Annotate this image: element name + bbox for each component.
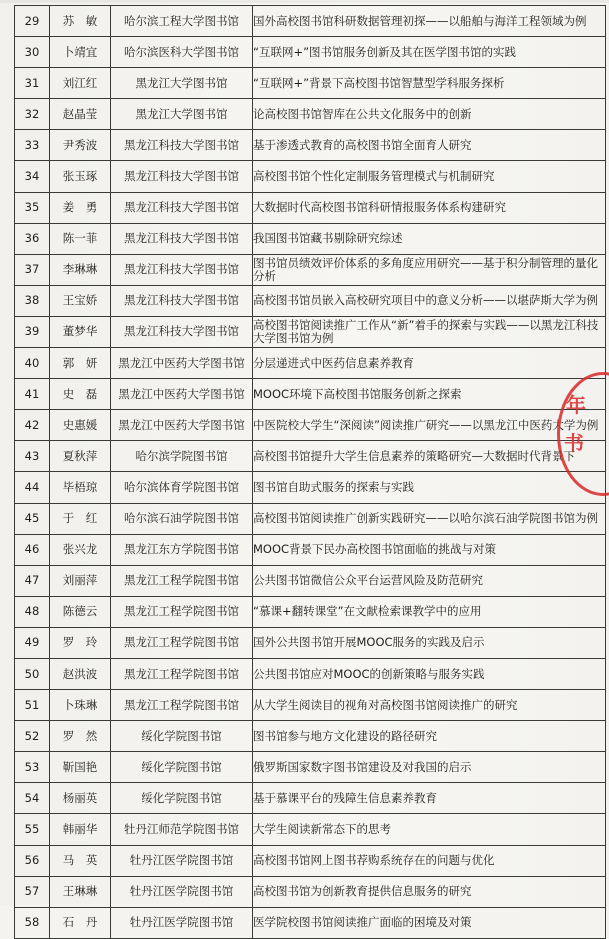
table-row <box>15 254 606 285</box>
library-name: 牡丹江师范学院图书馆 <box>111 814 253 845</box>
author-name: 董梦华 <box>50 316 111 347</box>
library-name: 黑龙江东方学院图书馆 <box>111 534 253 565</box>
row-number: 46 <box>15 534 50 565</box>
paper-title: 公共图书馆应对MOOC的创新策略与服务实践 <box>253 658 606 689</box>
author-name: 尹秀波 <box>50 130 111 161</box>
seal-char-2: 书 <box>564 431 584 455</box>
paper-title: 图书馆参与地方文化建设的路径研究 <box>253 721 606 752</box>
library-name: 黑龙江大学图书馆 <box>111 99 253 130</box>
table-row <box>15 472 606 503</box>
paper-title: 医学院校图书馆阅读推广面临的困境及对策 <box>253 907 606 938</box>
library-name: 黑龙江科技大学图书馆 <box>111 130 253 161</box>
seal-char-1: 年 <box>566 393 586 417</box>
library-name: 黑龙江科技大学图书馆 <box>111 254 253 285</box>
author-name: 马 英 <box>50 845 111 876</box>
paper-title: 公共图书馆微信公众平台运营风险及防范研究 <box>253 565 606 596</box>
paper-title: 基于慕课平台的残障生信息素养教育 <box>253 783 606 814</box>
row-number: 29 <box>15 6 50 37</box>
author-name: 郭 妍 <box>50 348 111 379</box>
paper-title: 高校图书馆个性化定制服务管理模式与机制研究 <box>253 161 606 192</box>
author-name: 韩丽华 <box>50 814 111 845</box>
author-name: 陈德云 <box>50 596 111 627</box>
award-list-table <box>14 5 606 939</box>
library-name: 黑龙江科技大学图书馆 <box>111 316 253 347</box>
library-name: 黑龙江工程学院图书馆 <box>111 565 253 596</box>
table-row <box>15 37 606 68</box>
row-number: 32 <box>15 99 50 130</box>
paper-title: 国外高校图书馆科研数据管理初探——以船舶与海洋工程领域为例 <box>253 6 606 37</box>
library-name: 牡丹江医学院图书馆 <box>111 907 253 938</box>
paper-title: 基于渗透式教育的高校图书馆全面育人研究 <box>253 130 606 161</box>
author-name: 张玉琢 <box>50 161 111 192</box>
author-name: 王宝娇 <box>50 285 111 316</box>
table-row <box>15 285 606 316</box>
paper-title: MOOC环境下高校图书馆服务创新之探索 <box>253 379 606 410</box>
author-name: 姜 勇 <box>50 192 111 223</box>
author-name: 刘江红 <box>50 68 111 99</box>
paper-title: 大数据时代高校图书馆科研情报服务体系构建研究 <box>253 192 606 223</box>
paper-title: 高校图书馆员嵌入高校研究项目中的意义分析——以堪萨斯大学为例 <box>253 285 606 316</box>
paper-title: 我国图书馆藏书剔除研究综述 <box>253 223 606 254</box>
table-row <box>15 410 606 441</box>
paper-title: 大学生阅读新常态下的思考 <box>253 814 606 845</box>
table-row <box>15 907 606 938</box>
row-number: 54 <box>15 783 50 814</box>
library-name: 黑龙江大学图书馆 <box>111 68 253 99</box>
paper-title: 图书馆员绩效评价体系的多角度应用研究——基于积分制管理的量化分析 <box>253 254 606 285</box>
paper-title: MOOC背景下民办高校图书馆面临的挑战与对策 <box>253 534 606 565</box>
author-name: 张兴龙 <box>50 534 111 565</box>
table-row <box>15 348 606 379</box>
library-name: 哈尔滨学院图书馆 <box>111 441 253 472</box>
library-name: 哈尔滨医科大学图书馆 <box>111 37 253 68</box>
library-name: 黑龙江中医药大学图书馆 <box>111 410 253 441</box>
table-row <box>15 223 606 254</box>
author-name: 毕梧琼 <box>50 472 111 503</box>
library-name: 黑龙江科技大学图书馆 <box>111 285 253 316</box>
row-number: 47 <box>15 565 50 596</box>
paper-title: 从大学生阅读目的视角对高校图书馆阅读推广的研究 <box>253 690 606 721</box>
table-row <box>15 192 606 223</box>
row-number: 56 <box>15 845 50 876</box>
table-row <box>15 845 606 876</box>
library-name: 牡丹江医学院图书馆 <box>111 845 253 876</box>
row-number: 55 <box>15 814 50 845</box>
paper-title: 中医院校大学生“深阅读”阅读推广研究——以黑龙江中医药大学为例 <box>253 410 606 441</box>
paper-title: “互联网+”背景下高校图书馆智慧型学科服务探析 <box>253 68 606 99</box>
author-name: 史 磊 <box>50 379 111 410</box>
table-row <box>15 876 606 907</box>
author-name: 史惠媛 <box>50 410 111 441</box>
author-name: 李琳琳 <box>50 254 111 285</box>
table-row <box>15 503 606 534</box>
table-row <box>15 534 606 565</box>
library-name: 黑龙江科技大学图书馆 <box>111 192 253 223</box>
paper-title: 高校图书馆为创新教育提供信息服务的研究 <box>253 876 606 907</box>
author-name: 赵晶莹 <box>50 99 111 130</box>
table-row <box>15 627 606 658</box>
author-name: 靳国艳 <box>50 752 111 783</box>
table-row <box>15 99 606 130</box>
library-name: 黑龙江科技大学图书馆 <box>111 161 253 192</box>
row-number: 53 <box>15 752 50 783</box>
author-name: 王琳琳 <box>50 876 111 907</box>
table-row <box>15 565 606 596</box>
row-number: 41 <box>15 379 50 410</box>
author-name: 刘丽萍 <box>50 565 111 596</box>
author-name: 罗 然 <box>50 721 111 752</box>
author-name: 夏秋萍 <box>50 441 111 472</box>
row-number: 34 <box>15 161 50 192</box>
library-name: 黑龙江工程学院图书馆 <box>111 596 253 627</box>
paper-title: 论高校图书馆智库在公共文化服务中的创新 <box>253 99 606 130</box>
paper-title: “互联网+”图书馆服务创新及其在医学图书馆的实践 <box>253 37 606 68</box>
table-row <box>15 658 606 689</box>
library-name: 黑龙江中医药大学图书馆 <box>111 348 253 379</box>
row-number: 52 <box>15 721 50 752</box>
row-number: 40 <box>15 348 50 379</box>
paper-title: 高校图书馆阅读推广创新实践研究——以哈尔滨石油学院图书馆为例 <box>253 503 606 534</box>
library-name: 黑龙江中医药大学图书馆 <box>111 379 253 410</box>
paper-title: 高校图书馆提升大学生信息素养的策略研究—大数据时代背景下 <box>253 441 606 472</box>
library-name: 牡丹江医学院图书馆 <box>111 876 253 907</box>
library-name: 黑龙江工程学院图书馆 <box>111 658 253 689</box>
row-number: 51 <box>15 690 50 721</box>
paper-title: “慕课+翻转课堂”在文献检索课教学中的应用 <box>253 596 606 627</box>
table-row <box>15 752 606 783</box>
table-row <box>15 161 606 192</box>
table-row <box>15 814 606 845</box>
table-row <box>15 68 606 99</box>
row-number: 44 <box>15 472 50 503</box>
table-row <box>15 721 606 752</box>
author-name: 卜靖宜 <box>50 37 111 68</box>
row-number: 33 <box>15 130 50 161</box>
library-name: 黑龙江工程学院图书馆 <box>111 690 253 721</box>
paper-title: 俄罗斯国家数字图书馆建设及对我国的启示 <box>253 752 606 783</box>
row-number: 38 <box>15 285 50 316</box>
table-row <box>15 441 606 472</box>
table-body <box>15 6 606 939</box>
library-name: 黑龙江科技大学图书馆 <box>111 223 253 254</box>
page-edge-shadow <box>0 0 609 3</box>
row-number: 35 <box>15 192 50 223</box>
row-number: 39 <box>15 316 50 347</box>
table-row <box>15 130 606 161</box>
row-number: 58 <box>15 907 50 938</box>
row-number: 36 <box>15 223 50 254</box>
library-name: 哈尔滨石油学院图书馆 <box>111 503 253 534</box>
table-row <box>15 6 606 37</box>
paper-title: 分层递进式中医药信息素养教育 <box>253 348 606 379</box>
author-name: 杨丽英 <box>50 783 111 814</box>
library-name: 哈尔滨工程大学图书馆 <box>111 6 253 37</box>
row-number: 37 <box>15 254 50 285</box>
library-name: 绥化学院图书馆 <box>111 721 253 752</box>
row-number: 43 <box>15 441 50 472</box>
paper-title: 高校图书馆网上图书荐购系统存在的问题与优化 <box>253 845 606 876</box>
author-name: 于 红 <box>50 503 111 534</box>
table-row <box>15 690 606 721</box>
author-name: 赵洪波 <box>50 658 111 689</box>
row-number: 48 <box>15 596 50 627</box>
table-row <box>15 783 606 814</box>
library-name: 黑龙江工程学院图书馆 <box>111 627 253 658</box>
table-row <box>15 316 606 347</box>
row-number: 42 <box>15 410 50 441</box>
table-row <box>15 379 606 410</box>
library-name: 哈尔滨体育学院图书馆 <box>111 472 253 503</box>
paper-title: 图书馆自助式服务的探索与实践 <box>253 472 606 503</box>
row-number: 45 <box>15 503 50 534</box>
author-name: 罗 玲 <box>50 627 111 658</box>
row-number: 30 <box>15 37 50 68</box>
author-name: 卜珠琳 <box>50 690 111 721</box>
row-number: 50 <box>15 658 50 689</box>
paper-title: 高校图书馆阅读推广工作从“新”着手的探索与实践——以黑龙江科技大学图书馆为例 <box>253 316 606 347</box>
author-name: 苏 敏 <box>50 6 111 37</box>
author-name: 石 丹 <box>50 907 111 938</box>
author-name: 陈一菲 <box>50 223 111 254</box>
table-row <box>15 596 606 627</box>
row-number: 57 <box>15 876 50 907</box>
paper-title: 国外公共图书馆开展MOOC服务的实践及启示 <box>253 627 606 658</box>
library-name: 绥化学院图书馆 <box>111 783 253 814</box>
row-number: 31 <box>15 68 50 99</box>
row-number: 49 <box>15 627 50 658</box>
library-name: 绥化学院图书馆 <box>111 752 253 783</box>
